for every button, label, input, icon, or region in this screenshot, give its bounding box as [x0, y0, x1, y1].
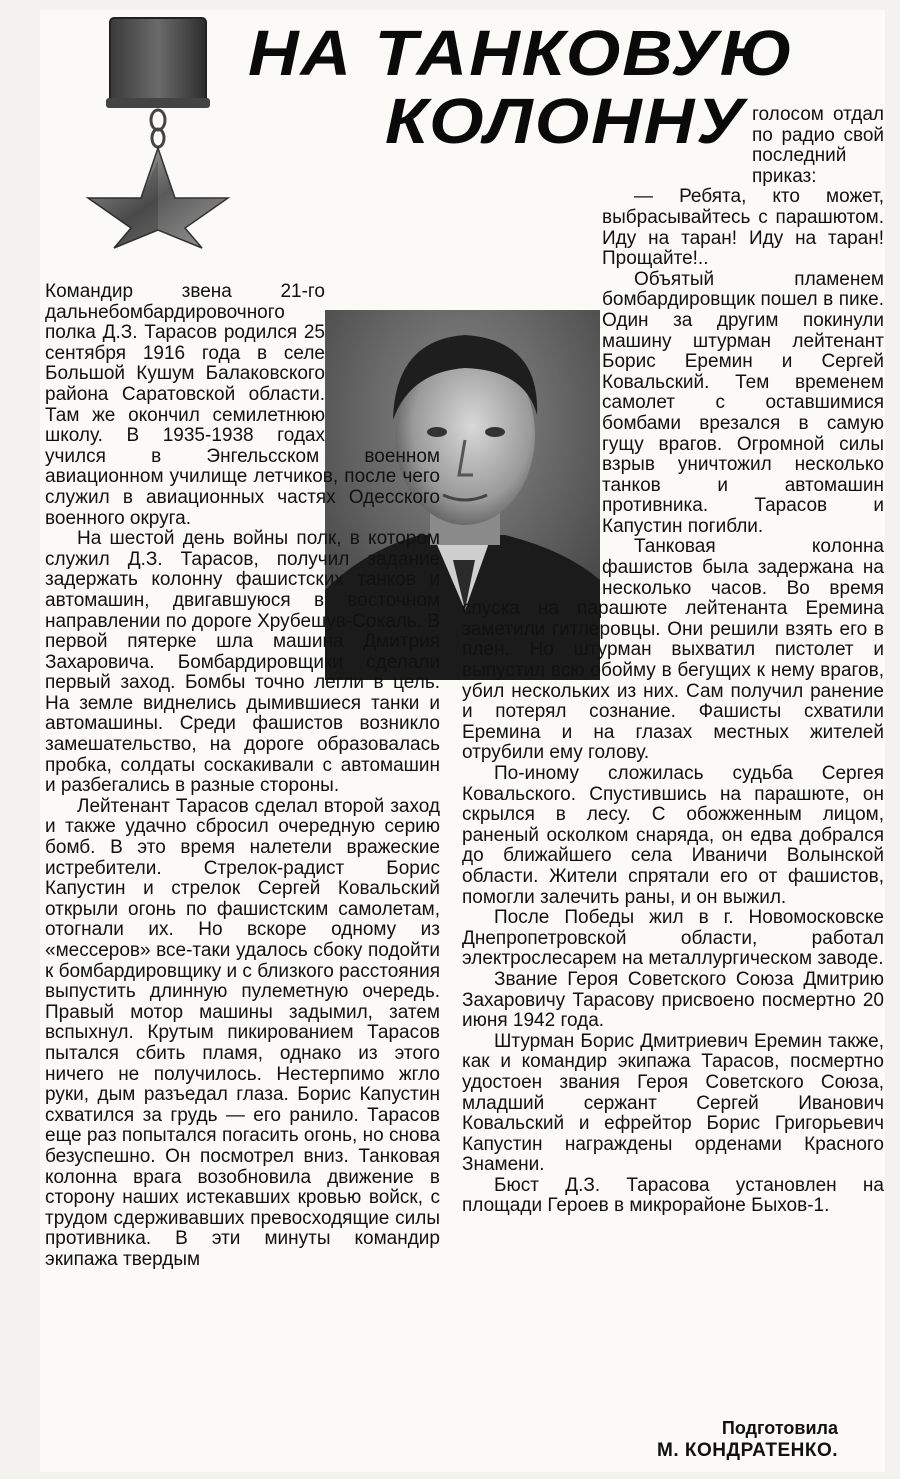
- paragraph: Командир звена 21-го дальнебомбардировочного полка Д.З. Тарасов родился 25 сентября 1916 года в селе Большой Кушум Балаковского района Саратовской области. Там же окончил семилетнюю школу. В 1935-1938 годах учился в Энгельсском военном авиационном училище летчиков, после чего служил в авиационных частях Одесского военного округа.: [45, 281, 440, 529]
- paragraph: После Победы жил в г. Новомосковске Днепропетровской области, работал электрослесарем на металлургическом заводе.: [462, 907, 884, 970]
- paragraph: — Ребята, кто может, выбрасывайтесь с парашютом. Иду на таран! Иду на таран! Прощайте!..: [602, 186, 884, 270]
- paragraph: Танковая колонна фашистов была задержана на несколько часов. Во время спуска на парашюте лейтенанта Еремина заметили гитлеровцы. Они решили взять его в плен. Но штурман выхватил пистолет и выпустил всю обойму в бегущих к нему врагов, убил нескольких из них. Сам получил ранение и потерял сознание. Фашисты схватили Еремина и на глазах местных жителей отрубили ему голову.: [462, 536, 884, 764]
- article-column-right: [462, 105, 884, 1217]
- paragraph: На шестой день войны полк, в котором служил Д.З. Тарасов, получил задание задержать колонну фашистских танков и автомашин, двигавшуюся в восточном направлении по дороге Хрубешув-Сокаль. В первой пятерке шла машина Дмитрия Захаровича. Бомбардировщики сделали первый заход. Бомбы точно легли в цель. На земле виднелись дымившиеся танки и автомашины. Среди фашистов возникло замешательство, на дороге образовалась пробка, солдаты соскакивали с автомашин и разбегались в разные стороны.: [45, 528, 441, 797]
- headline-line-2: КОЛОННУ: [385, 85, 746, 157]
- paragraph: По-иному сложилась судьба Сергея Ковальского. Спустившись на парашюте, он скрылся в лесу. С обожженным лицом, раненый осколком снаряда, он едва добрался до ближайшего села Иваничи Волынской области. Жители спрятали его от фашистов, помогли залечить раны, и он выжил.: [462, 763, 884, 908]
- paragraph: Штурман Борис Дмитриевич Еремин также, как и командир экипажа Тарасов, посмертно удостоен звания Героя Советского Союза, младший сержант Сергей Иванович Ковальский и ефрейтор Борис Григорьевич Капустин награждены орденами Красного Знамени.: [462, 1030, 884, 1176]
- headline-line-1: НА ТАНКОВУЮ: [248, 17, 795, 89]
- paragraph: Бюст Д.З. Тарасова установлен на площади Героев в микрорайоне Быхов-1.: [462, 1174, 884, 1217]
- paragraph: Лейтенант Тарасов сделал второй заход и также удачно сбросил очередную серию бомб. В это время налетели вражеские истребители. Стрелок-радист Борис Капустин и стрелок Сергей Ковальский открыли огонь по фашистским самолетам, отогнали их. Но вскоре одному из «мессеров» все-таки удалось сбоку подойти к бомбардировщику и с близкого расстояния выпустить длинную пулеметную очередь. Правый мотор машины задымил, затем вспыхнул. Крутым пикированием Тарасов пытался сбить пламя, однако из этого ничего не получилось. Нестерпимо жгло руки, дым разъедал глаза. Борис Капустин схватился за грудь — его ранило. Тарасов еще раз попытался погасить огонь, но снова безуспешно. Он посмотрел вниз. Танковая колонна врага возобновила движение в сторону наших истекавших кровью войск, с трудом сдерживавших превосходящие силы противника. В эти минуты командир экипажа твердым: [45, 795, 440, 1270]
- credit-author: М. КОНДРАТЕНКО.: [657, 1440, 838, 1461]
- paragraph: Объятый пламенем бомбардировщик пошел в пике. Один за другим покинули машину штурман лейтенант Борис Еремин и Сергей Ковальский. Тем временем самолет с оставшимися бомбами врезался в самую гущу врагов. Огромной силы взрыв уничтожил несколько танков и автомашин противника. Тарасов и Капустин погибли.: [602, 268, 884, 537]
- paragraph: голосом отдал по радио свой последний приказ:: [752, 104, 884, 187]
- paragraph: Звание Героя Советского Союза Дмитрию Захаровичу Тарасову присвоено посмертно 20 июня 1942 года.: [462, 968, 884, 1032]
- article-column-left: [45, 88, 440, 1271]
- credit-label: Подготовила: [721, 1418, 838, 1438]
